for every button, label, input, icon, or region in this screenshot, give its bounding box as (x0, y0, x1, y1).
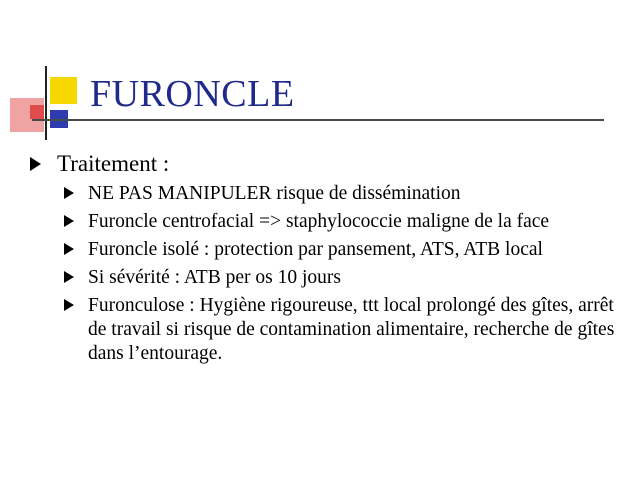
list-item (64, 182, 624, 206)
bullet-list (64, 182, 624, 370)
list-item (64, 266, 624, 290)
list-item-text: Furonculose : Hygiène rigoureuse, ttt local prolongé des gîtes, arrêt de travail si risque de contamination alimentaire, recherche de gîtes dans l’entourage. (88, 295, 615, 364)
section-heading-text: Traitement : (57, 151, 170, 176)
list-item (64, 238, 624, 262)
list-item (64, 210, 624, 234)
bullet-arrow-icon (30, 157, 41, 171)
logo-square-red (30, 105, 44, 119)
list-item (64, 294, 624, 366)
list-item-text: Furoncle isolé : protection par pansement, ATS, ATB local (88, 239, 543, 260)
bullet-arrow-icon (64, 243, 74, 255)
bullet-arrow-icon (64, 271, 74, 283)
logo-vertical-line (45, 66, 47, 140)
list-item-text: NE PAS MANIPULER risque de dissémination (88, 183, 461, 204)
list-item-text: Furoncle centrofacial => staphylococcie maligne de la face (88, 211, 550, 232)
logo-square-yellow (50, 77, 77, 104)
slide-title: FURONCLE (90, 73, 295, 115)
title-underline (32, 119, 604, 121)
list-item-text: Si sévérité : ATB per os 10 jours (88, 267, 341, 288)
bullet-arrow-icon (64, 215, 74, 227)
bullet-arrow-icon (64, 299, 74, 311)
bullet-arrow-icon (64, 187, 74, 199)
